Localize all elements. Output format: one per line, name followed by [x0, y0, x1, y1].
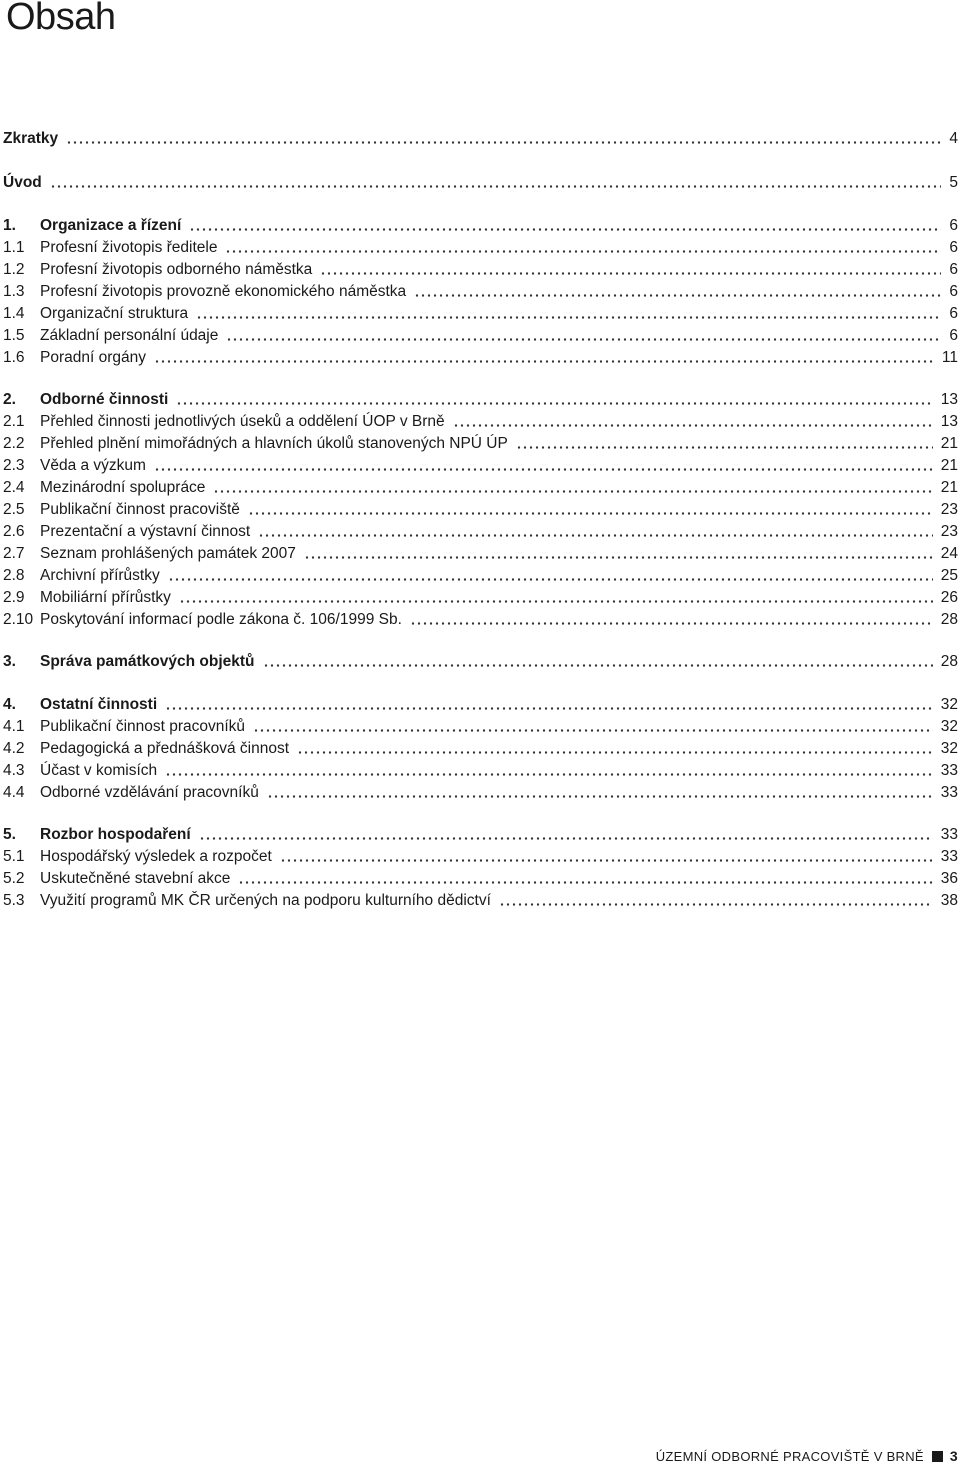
dot-leader — [154, 468, 933, 471]
toc-entry-label: Přehled činnosti jednotlivých úseků a oddělení ÚOP v Brně — [40, 413, 445, 430]
toc-entry-label: Účast v komisích — [40, 762, 158, 779]
toc-entry-page: 6 — [949, 283, 958, 300]
toc-entry-number: 4.1 — [3, 718, 25, 735]
toc-entry[interactable] — [3, 390, 958, 410]
dot-leader — [196, 316, 941, 319]
toc-entry[interactable] — [3, 282, 958, 302]
toc-entry[interactable] — [3, 891, 958, 911]
dot-leader — [253, 729, 933, 732]
dot-leader — [179, 600, 933, 603]
toc-entry-number: 1.5 — [3, 327, 25, 344]
toc-entry-page: 6 — [949, 261, 958, 278]
dot-leader — [165, 707, 933, 710]
toc-entry-page: 21 — [940, 435, 958, 452]
dot-leader — [226, 338, 941, 341]
toc-entry[interactable] — [3, 260, 958, 280]
toc-entry-page: 33 — [940, 762, 958, 779]
toc-entry[interactable] — [3, 326, 958, 346]
toc-entry[interactable] — [3, 739, 958, 759]
toc-entry-label: Odborné činnosti — [40, 391, 169, 408]
toc-entry-page: 6 — [949, 239, 958, 256]
dot-leader — [248, 512, 933, 515]
toc-entry-label: Zkratky — [3, 130, 59, 147]
footer-title: ÚZEMNÍ ODBORNÉ PRACOVIŠTĚ V BRNĚ — [655, 1448, 924, 1464]
toc-entry[interactable] — [3, 173, 958, 193]
toc-entry-label: Úvod — [3, 174, 42, 191]
footer-page-number: 3 — [949, 1448, 958, 1464]
toc-entry-number: 5. — [3, 826, 16, 843]
toc-entry-label: Pedagogická a přednášková činnost — [40, 740, 290, 757]
toc-entry[interactable] — [3, 588, 958, 608]
toc-entry-page: 24 — [940, 545, 958, 562]
toc-entry-number: 2.1 — [3, 413, 25, 430]
toc-entry-number: 1.3 — [3, 283, 25, 300]
toc-entry-page: 6 — [949, 327, 958, 344]
toc-entry-number: 2.7 — [3, 545, 25, 562]
toc-entry-number: 4. — [3, 696, 16, 713]
toc-entry[interactable] — [3, 238, 958, 258]
toc-entry[interactable] — [3, 544, 958, 564]
dot-leader — [499, 903, 933, 906]
toc-entry[interactable] — [3, 869, 958, 889]
toc-entry[interactable] — [3, 825, 958, 845]
toc-entry-number: 4.4 — [3, 784, 25, 801]
toc-entry-page: 33 — [940, 784, 958, 801]
toc-entry[interactable] — [3, 566, 958, 586]
toc-entry[interactable] — [3, 348, 958, 368]
toc-entry-label: Organizace a řízení — [40, 217, 182, 234]
toc-entry-label: Přehled plnění mimořádných a hlavních úkolů stanovených NPÚ ÚP — [40, 435, 508, 452]
dot-leader — [410, 622, 933, 625]
toc-entry-page: 28 — [940, 611, 958, 628]
toc-entry-page: 11 — [941, 349, 958, 366]
toc-entry-page: 23 — [940, 501, 958, 518]
square-bullet-icon — [932, 1451, 943, 1462]
toc-entry-number: 5.1 — [3, 848, 25, 865]
toc-entry-number: 1. — [3, 217, 16, 234]
toc-entry-label: Uskutečněné stavební akce — [40, 870, 231, 887]
toc-entry-label: Mobiliární přírůstky — [40, 589, 171, 606]
toc-entry[interactable] — [3, 216, 958, 236]
toc-entry-page: 33 — [940, 826, 958, 843]
toc-entry-label: Seznam prohlášených památek 2007 — [40, 545, 296, 562]
dot-leader — [453, 424, 933, 427]
toc-entry-number: 2.6 — [3, 523, 25, 540]
toc-entry-page: 21 — [940, 457, 958, 474]
dot-leader — [168, 578, 933, 581]
toc-entry-number: 2.9 — [3, 589, 25, 606]
toc-entry-number: 4.2 — [3, 740, 25, 757]
dot-leader — [165, 773, 933, 776]
toc-entry-number: 2.4 — [3, 479, 25, 496]
dot-leader — [225, 250, 941, 253]
dot-leader — [154, 360, 934, 363]
toc-entry-number: 2.5 — [3, 501, 25, 518]
toc-entry-page: 23 — [940, 523, 958, 540]
toc-entry-page: 4 — [949, 130, 958, 147]
toc-entry[interactable] — [3, 717, 958, 737]
toc-entry-page: 13 — [940, 413, 958, 430]
dot-leader — [176, 402, 932, 405]
toc-entry[interactable] — [3, 783, 958, 803]
toc-entry-page: 26 — [940, 589, 958, 606]
toc-entry-label: Odborné vzdělávání pracovníků — [40, 784, 259, 801]
dot-leader — [238, 881, 932, 884]
toc-entry[interactable] — [3, 478, 958, 498]
toc-entry-label: Poradní orgány — [40, 349, 146, 366]
toc-entry-page: 5 — [949, 174, 958, 191]
dot-leader — [304, 556, 933, 559]
toc-entry-page: 33 — [940, 848, 958, 865]
dot-leader — [280, 859, 933, 862]
dot-leader — [267, 795, 933, 798]
toc-entry-label: Publikační činnost pracoviště — [40, 501, 240, 518]
toc-entry[interactable] — [3, 129, 958, 149]
toc-entry[interactable] — [3, 652, 958, 672]
dot-leader — [263, 664, 933, 667]
toc-entry-page: 36 — [940, 870, 958, 887]
toc-entry-number: 3. — [3, 653, 16, 670]
toc-entry[interactable] — [3, 522, 958, 542]
toc-entry-number: 5.3 — [3, 892, 25, 909]
toc-entry-label: Základní personální údaje — [40, 327, 219, 344]
toc-entry[interactable] — [3, 456, 958, 476]
toc-entry-page: 32 — [940, 718, 958, 735]
toc-entry-number: 2. — [3, 391, 16, 408]
toc-entry-label: Publikační činnost pracovníků — [40, 718, 246, 735]
toc-entry-number: 5.2 — [3, 870, 25, 887]
page-title: Obsah — [6, 0, 116, 38]
toc-entry[interactable] — [3, 761, 958, 781]
dot-leader — [189, 228, 941, 231]
toc-entry-label: Archivní přírůstky — [40, 567, 160, 584]
dot-leader — [297, 751, 933, 754]
toc-entry-number: 2.10 — [3, 611, 34, 628]
toc-entry-number: 2.3 — [3, 457, 25, 474]
toc-entry-number: 1.4 — [3, 305, 25, 322]
toc-entry-label: Věda a výzkum — [40, 457, 146, 474]
toc-entry[interactable] — [3, 434, 958, 454]
dot-leader — [50, 185, 942, 188]
toc-entry-page: 28 — [940, 653, 958, 670]
toc-entry-number: 2.8 — [3, 567, 25, 584]
toc-entry[interactable] — [3, 847, 958, 867]
toc-entry-page: 6 — [949, 217, 958, 234]
dot-leader — [516, 446, 933, 449]
toc-entry-label: Profesní životopis provozně ekonomického náměstka — [40, 283, 407, 300]
toc-entry-number: 2.2 — [3, 435, 25, 452]
dot-leader — [258, 534, 933, 537]
toc-entry-label: Rozbor hospodaření — [40, 826, 191, 843]
toc-entry[interactable] — [3, 610, 958, 630]
toc-entry-number: 1.1 — [3, 239, 25, 256]
toc-entry-page: 32 — [940, 696, 958, 713]
dot-leader — [320, 272, 941, 275]
toc-entry-page: 21 — [940, 479, 958, 496]
toc-entry[interactable] — [3, 304, 958, 324]
toc-entry-page: 13 — [940, 391, 958, 408]
toc-entry-label: Organizační struktura — [40, 305, 189, 322]
toc-entry-number: 1.2 — [3, 261, 25, 278]
toc-entry-label: Využití programů MK ČR určených na podporu kulturního dědictví — [40, 892, 491, 909]
toc-entry-label: Profesní životopis ředitele — [40, 239, 218, 256]
toc-entry-label: Poskytování informací podle zákona č. 106/1999 Sb. — [40, 611, 402, 628]
toc-entry-label: Ostatní činnosti — [40, 696, 158, 713]
toc-entry-number: 1.6 — [3, 349, 25, 366]
toc-entry-label: Profesní životopis odborného náměstka — [40, 261, 313, 278]
toc-entry-label: Správa památkových objektů — [40, 653, 255, 670]
toc-entry[interactable] — [3, 695, 958, 715]
toc-entry-label: Prezentační a výstavní činnost — [40, 523, 251, 540]
dot-leader — [213, 490, 932, 493]
toc-entry-number: 4.3 — [3, 762, 25, 779]
toc-entry[interactable] — [3, 500, 958, 520]
dot-leader — [199, 837, 933, 840]
toc-entry-label: Hospodářský výsledek a rozpočet — [40, 848, 272, 865]
toc-entry-label: Mezinárodní spolupráce — [40, 479, 206, 496]
toc-entry-page: 32 — [940, 740, 958, 757]
toc-entry-page: 6 — [949, 305, 958, 322]
toc-entry-page: 25 — [940, 567, 958, 584]
toc-entry-page: 38 — [940, 892, 958, 909]
toc-entry[interactable] — [3, 412, 958, 432]
dot-leader — [66, 141, 941, 144]
dot-leader — [414, 294, 941, 297]
page-footer — [656, 1448, 960, 1464]
